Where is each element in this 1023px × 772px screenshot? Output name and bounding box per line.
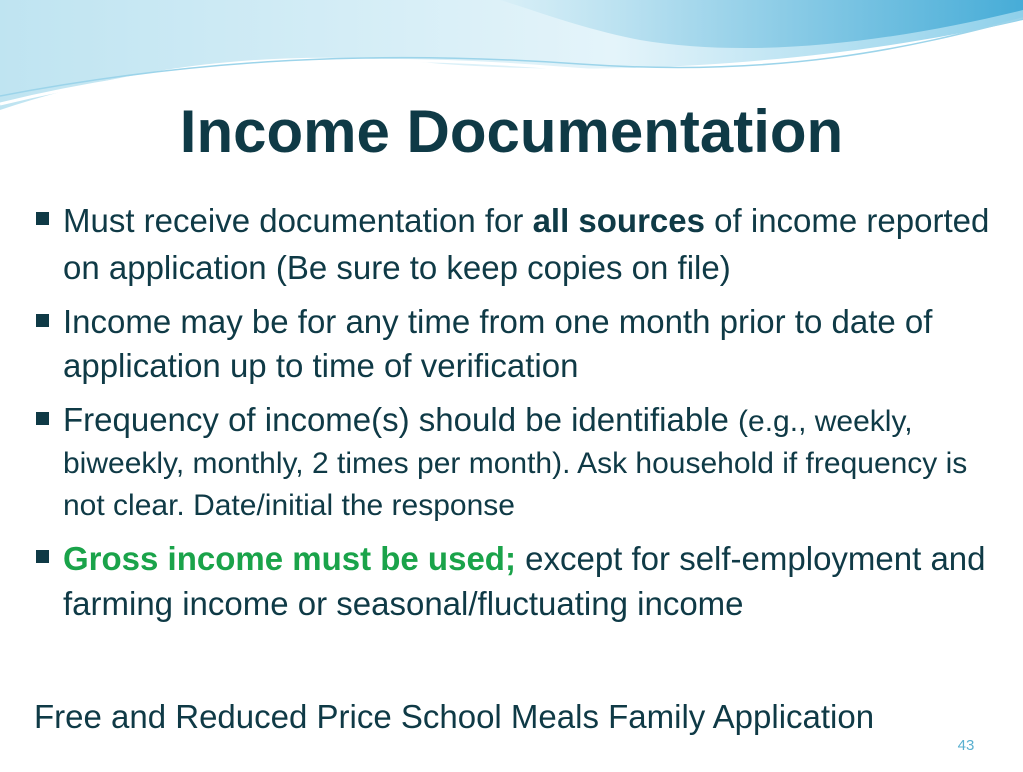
bullet-emphasis-green: Gross income must be used; [63, 540, 516, 577]
bullet-text: Must receive documentation for [63, 202, 533, 239]
bullet-emphasis: all sources [532, 202, 705, 239]
bullet-text-small: (e.g., weekly, biweekly, monthly, 2 times per month). Ask household if frequency is not clear. Date/initial the response [63, 405, 968, 522]
square-bullet-icon [36, 212, 49, 225]
square-bullet-icon [36, 550, 49, 563]
bullet-text: Frequency of income(s) should be identifiable [63, 401, 739, 438]
bullet-list [34, 197, 1004, 626]
square-bullet-icon [36, 412, 49, 425]
bullet-item [34, 300, 1004, 388]
bullet-text: Income may be for any time from one month prior to date of application up to time of verification [63, 303, 933, 384]
square-bullet-icon [36, 314, 49, 327]
bullet-text: except for self-employment and farming income or seasonal/fluctuating income [63, 540, 986, 622]
page-number: 43 [957, 737, 975, 754]
bullet-text: of income reported on application (Be sure to keep copies on file) [63, 202, 990, 286]
bullet-item [34, 536, 1004, 626]
bullet-item [34, 197, 1004, 291]
bullet-item [34, 399, 1004, 526]
slide-footer: Free and Reduced Price School Meals Family Application [34, 698, 875, 735]
slide-title: Income Documentation [179, 98, 844, 165]
